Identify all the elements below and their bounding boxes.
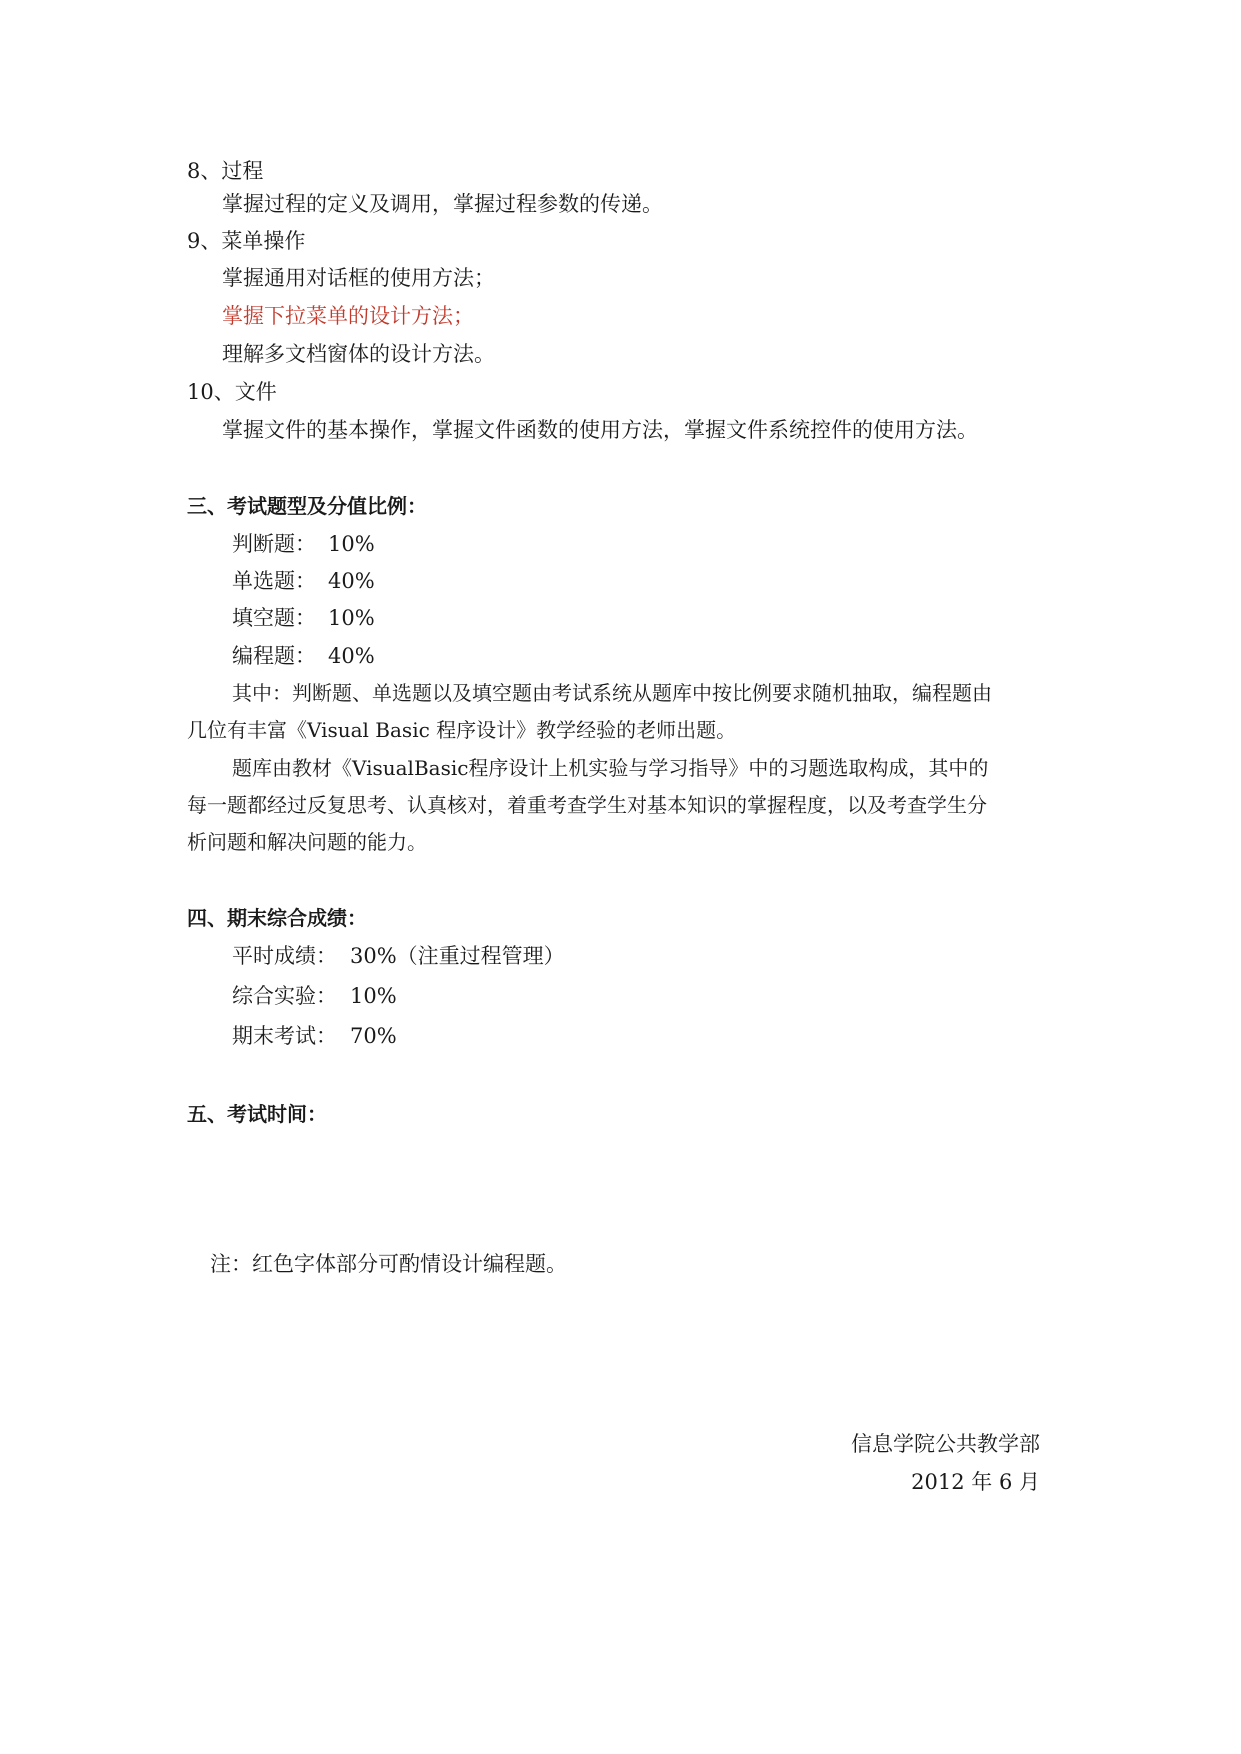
section3-row-2-value: 40%: [328, 569, 375, 593]
item9-line-1: 掌握通用对话框的使用方法；: [222, 266, 495, 290]
item10-desc: 掌握文件的基本操作，掌握文件函数的使用方法，掌握文件系统控件的使用方法。: [222, 418, 978, 442]
item8-desc: 掌握过程的定义及调用，掌握过程参数的传递。: [222, 192, 663, 216]
item9-title: 9、菜单操作: [187, 229, 306, 253]
section4-row-1-value: 30%（注重过程管理）: [350, 944, 565, 968]
section3-row-3-label: 填空题：: [232, 606, 316, 630]
section3-heading: 三、考试题型及分值比例：: [187, 494, 427, 518]
note: 注：红色字体部分可酌情设计编程题。: [210, 1252, 567, 1276]
section4-row-2-label: 综合实验：: [232, 984, 337, 1008]
section3-row-1-value: 10%: [328, 532, 375, 556]
section5-heading: 五、考试时间：: [187, 1102, 327, 1126]
section3-row-3-value: 10%: [328, 606, 375, 630]
section4-heading: 四、期末综合成绩：: [187, 906, 367, 930]
section3-para1-line-1: 其中：判断题、单选题以及填空题由考试系统从题库中按比例要求随机抽取，编程题由: [232, 681, 992, 705]
item9-line-2-highlight: 掌握下拉菜单的设计方法；: [222, 304, 474, 328]
section3-row-1-label: 判断题：: [232, 532, 316, 556]
section4-row-2-value: 10%: [350, 984, 397, 1008]
item8-title: 8、过程: [187, 159, 264, 183]
section3-para2-line-2: 每一题都经过反复思考、认真核对，着重考查学生对基本知识的掌握程度，以及考查学生分: [187, 793, 987, 817]
signature-org: 信息学院公共教学部: [851, 1432, 1040, 1456]
section3-para1-line-2: 几位有丰富《Visual Basic 程序设计》教学经验的老师出题。: [187, 718, 737, 742]
item9-line-3: 理解多文档窗体的设计方法。: [222, 342, 495, 366]
section4-row-3-value: 70%: [350, 1024, 397, 1048]
signature-date: 2012 年 6 月: [911, 1470, 1040, 1494]
section3-para2-line-1: 题库由教材《VisualBasic程序设计上机实验与学习指导》中的习题选取构成，其中的: [232, 756, 989, 780]
section4-row-1-label: 平时成绩：: [232, 944, 337, 968]
section3-row-4-value: 40%: [328, 644, 375, 668]
section4-row-3-label: 期末考试：: [232, 1024, 337, 1048]
section3-para2-line-3: 析问题和解决问题的能力。: [187, 830, 427, 854]
section3-row-2-label: 单选题：: [232, 569, 316, 593]
item10-title: 10、文件: [187, 380, 277, 404]
section3-row-4-label: 编程题：: [232, 644, 316, 668]
